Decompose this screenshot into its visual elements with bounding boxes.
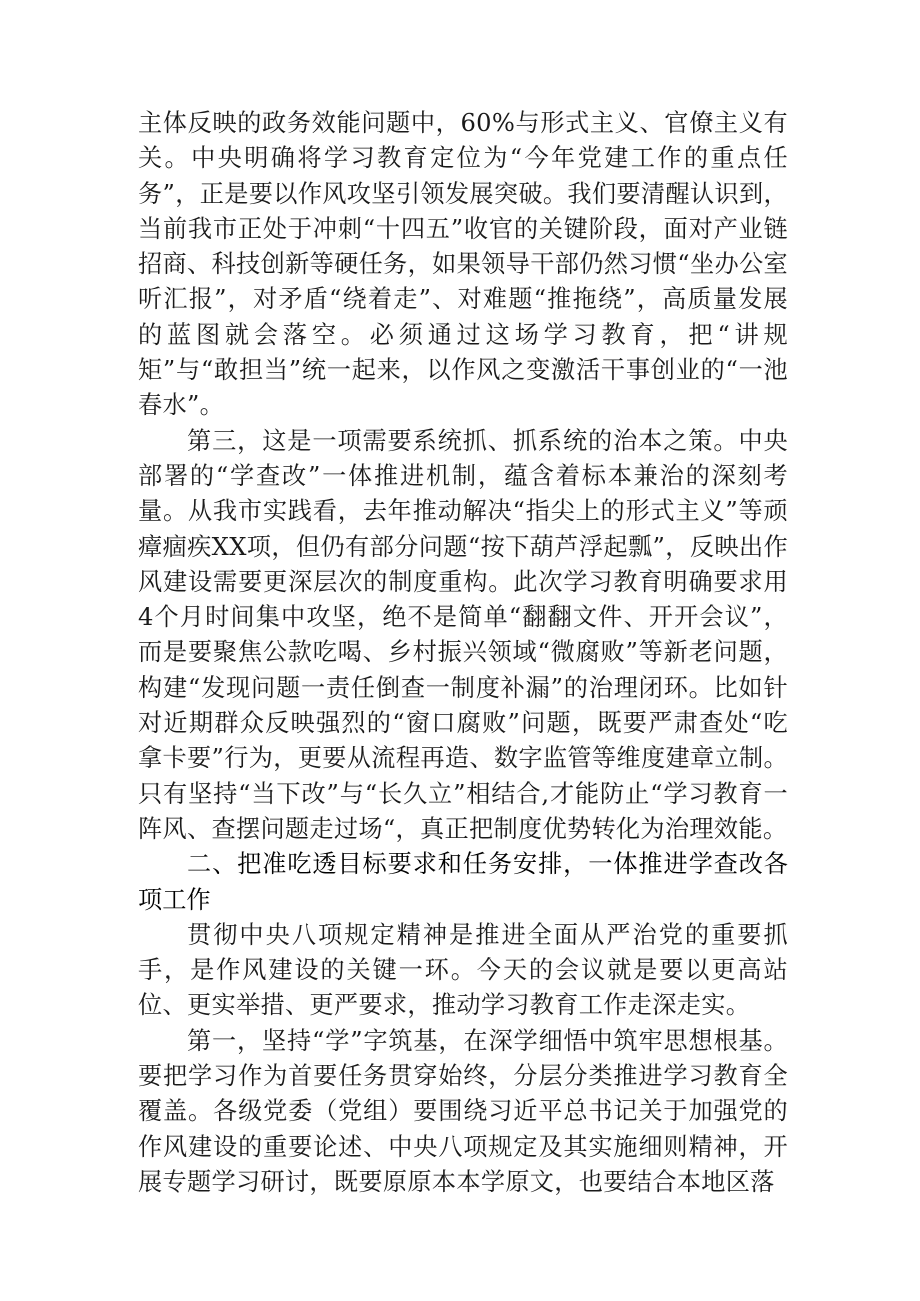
paragraph-third-point: 第三，这是一项需要系统抓、抓系统的治本之策。中央部署的“学查改”一体推进机制，蕴含着标本兼治的深刻考量。从我市实践看，去年推动解决“指尖上的形式主义”等顽瘴痼疾XX项，但仍有部分问题“按下葫芦浮起瓢”，反映出作风建设需要更深层次的制度重构。此次学习教育明确要求用4个月时间集中攻坚，绝不是简单“翻翻文件、开开会议”，而是要聚焦公款吃喝、乡村振兴领域“微腐败”等新老问题，构建“发现问题一责任倒查一制度补漏”的治理闭环。比如针对近期群众反映强烈的“窗口腐败”问题，既要严肃查处“吃拿卡要”行为，更要从流程再造、数字监管等维度建章立制。只有坚持“当下改”与“长久立”相结合,才能防止“学习教育一阵风、查摆问题走过场“，真正把制度优势转化为治理效能。 [138,426,788,843]
section-heading-two: 二、把准吃透目标要求和任务安排，一体推进学查改各项工作 [138,850,788,914]
paragraph-section-intro: 贯彻中央八项规定精神是推进全面从严治党的重要抓手，是作风建设的关键一环。今天的会议就是要以更高站位、更实举措、更严要求，推动学习教育工作走深走实。 [138,920,788,1020]
paragraph-intro: 主体反映的政务效能问题中，60%与形式主义、官僚主义有关。中央明确将学习教育定位为“今年党建工作的重点任务”，正是要以作风攻坚引领发展突破。我们要清醒认识到，当前我市正处于冲刺“十四五”收官的关键阶段，面对产业链招商、科技创新等硬任务，如果领导干部仍然习惯“坐办公室听汇报”，对矛盾“绕着走”、对难题“推拖绕”，高质量发展的蓝图就会落空。必须通过这场学习教育，把“讲规矩”与“敢担当”统一起来，以作风之变激活干事创业的“一池春水”。 [138,109,788,420]
document-page [138,106,788,1200]
paragraph-first-point: 第一，坚持“学”字筑基，在深学细悟中筑牢思想根基。要把学习作为首要任务贯穿始终，分层分类推进学习教育全覆盖。各级党委（党组）要围绕习近平总书记关于加强党的作风建设的重要论述、中央八项规定及其实施细则精神，开展专题学习研讨，既要原原本本学原文，也要结合本地区落 [138,1026,788,1196]
